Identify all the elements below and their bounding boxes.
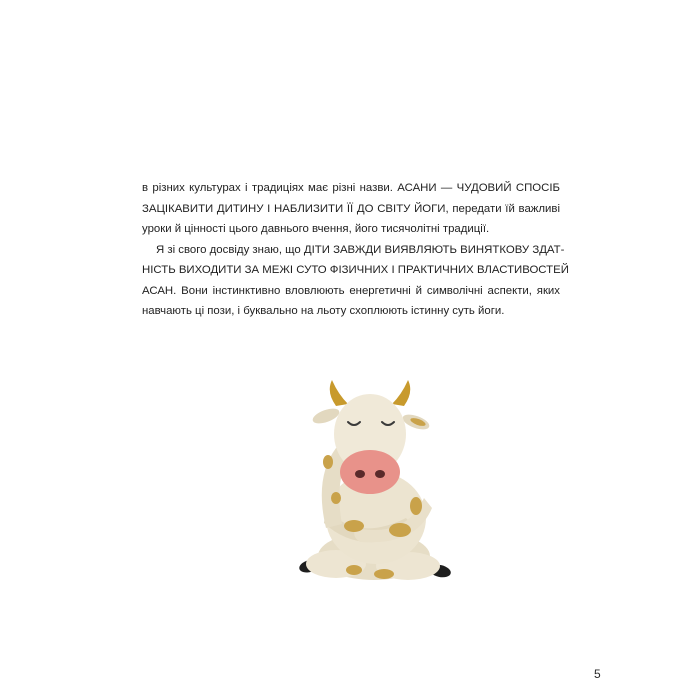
page-number: 5 [594,667,601,681]
text-line: ЗАЦІКАВИТИ ДИТИНУ І НАБЛИЗИТИ ЇЇ ДО СВІТУ ЙОГИ, передати їй важливі [142,202,560,215]
body-text [142,178,569,322]
text-line: Я зі свого досвіду знаю, що ДІТИ ЗАВЖДИ ВИЯВЛЯЮТЬ ВИНЯТКОВУ ЗДАТ- [156,243,565,256]
text-line: НІСТЬ ВИХОДИТИ ЗА МЕЖІ СУТО ФІЗИЧНИХ І ПРАКТИЧНИХ ВЛАСТИВОСТЕЙ [142,264,569,276]
text-line: в різних культурах і традиціях має різні назви. АСАНИ — ЧУДОВИЙ СПОСІБ [142,182,560,194]
text-line: АСАН. Вони інстинктивно вловлюють енергетичні й символічні аспекти, яких [142,284,560,297]
meditating-cow-icon [296,378,456,582]
text-line: навчають ці пози, і буквально на льоту схоплюють істинну суть йоги. [142,305,505,317]
text-line: уроки й цінності цього давнього вчення, його тисячолітні традиції. [142,223,490,235]
